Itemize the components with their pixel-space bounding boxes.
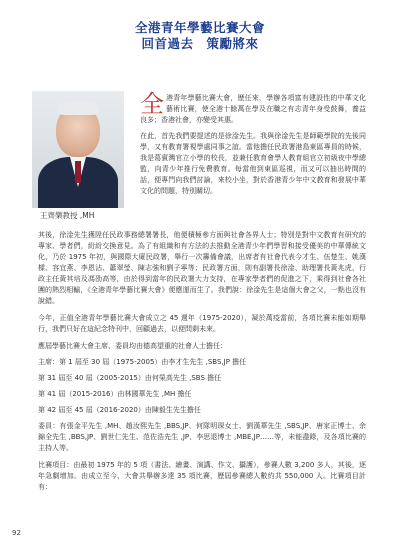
body-paragraph-2: 今年，正值全港青年學藝比賽大會成立之 45 週年（1975-2020），凝於萬疫當前，各項比賽未能如期舉行，我們只好在這紀念特刊中，回顧過去，以便問剩未來。 (38, 314, 366, 333)
chair-item-4: 第 42 屆至 45 屆（2016-2020）由陳毅生先生擔任 (38, 406, 201, 414)
committee-paragraph: 委員：有張金平先生 ,MH、趙汝熙先生 ,BBS,JP、何隊明琛女士、劉漢華先生 ,SBS,JP、唐家正博士、余錦全先生 ,BBS,JP、劉世仁先生、范佐浩先生 ,JP、李思退博士 ,MBE,JP……等，未能盡錄，及各項比賽的主持人等。 (38, 422, 366, 452)
page-subtitle: 回首過去 策勵將來 (141, 36, 259, 51)
intro-column (140, 90, 366, 202)
intro-paragraph-1-text: 港青年學藝比賽大會，歷任來，學辦各項富有建設性的中華文化藝術比賽，使全港十餘萬在學及在職之有志青年身受鼓舞，養益良多；香港社會，亦變受其惠。 (140, 94, 366, 124)
body-paragraph-3: 應屆學藝比賽大會主席、委員均由德高望重的社會人士擔任： (38, 342, 227, 350)
chair-item-1: 主席：第 1 屆至 30 屆（1975-2005）由李才生先生 ,SBS,JP 擔任 (38, 358, 247, 366)
page-number: 92 (12, 529, 21, 537)
drop-cap: 全 (140, 90, 164, 118)
intro-paragraph-2: 在此，首先我們要提述的是徐淦先生。我與徐淦先生是師範學院的先後同學，又有教育署視學處同事之誼。當他擔任民政署港島東區專員的時候，我是葛賓灣官立小學的校長，並兼任教育會學人教育組官立初級夜中學總監，向青少年推行免費教育。每當他到東區巡視，而又可以抽出時間的話，便專門向我們討論，來校小坐，對於香港青少年中文教育和發展中華文化的問題，特別關切。 (140, 132, 366, 195)
page-header (0, 20, 400, 51)
chair-item-3: 第 41 屆（2015-2016）由林國華先生 ,MH 擔任 (38, 390, 192, 398)
portrait-photo (32, 91, 124, 208)
photo-caption: 王齊樂教授 ,MH (40, 211, 95, 220)
page-title: 全港青年學藝比賽大會 (134, 20, 265, 35)
body-paragraph-1: 其後，徐淦先生獲陞任民政事務總署署長，他便積極參方面與社會各界人士；特別是對中文教育有研究的專家、學者們，紛紛交換意見。為了有組織和有方法的去推動全港青少年們學習和接受優美的中華傳統文化，乃於 1975 年初，與國際大廈民政署，舉行一次籌備會議，出席者有社會代表今才生、伍楚生、姚漢樑、容宜燕、李恩沾、蕭翠瑩、陳志強和劉子寧等；民政署方面，則有副署長徐淦、助理署長黃兆虎、行政主任黃其培及馮劭高等，由於得到當年的民政署大力支持，在專家學者們的促進之下，乘得到社會各社團的熱烈相輸，《全港青年學藝比賽大會》便應運而生了。我們說：徐淦先生是這個大會之父，一點也沒有說錯。 (38, 231, 366, 305)
intro-paragraph-1 (140, 90, 366, 126)
body-text (38, 230, 366, 499)
chair-item-2: 第 31 屆至 40 屆（2005-2015）由何榮高先生 ,SBS 擔任 (38, 374, 222, 382)
stats-paragraph: 比賽項目：由最初 1975 年的 5 項（書法、繪畫、演講、作文、攝護），參賽人數 3,200 多人，其後，逐年急劇增加。由成立至今，大會共舉辦多達 35 項比賽，歷屆參賽總人數約共 550,000 人。比賽項目計有： (38, 461, 366, 491)
